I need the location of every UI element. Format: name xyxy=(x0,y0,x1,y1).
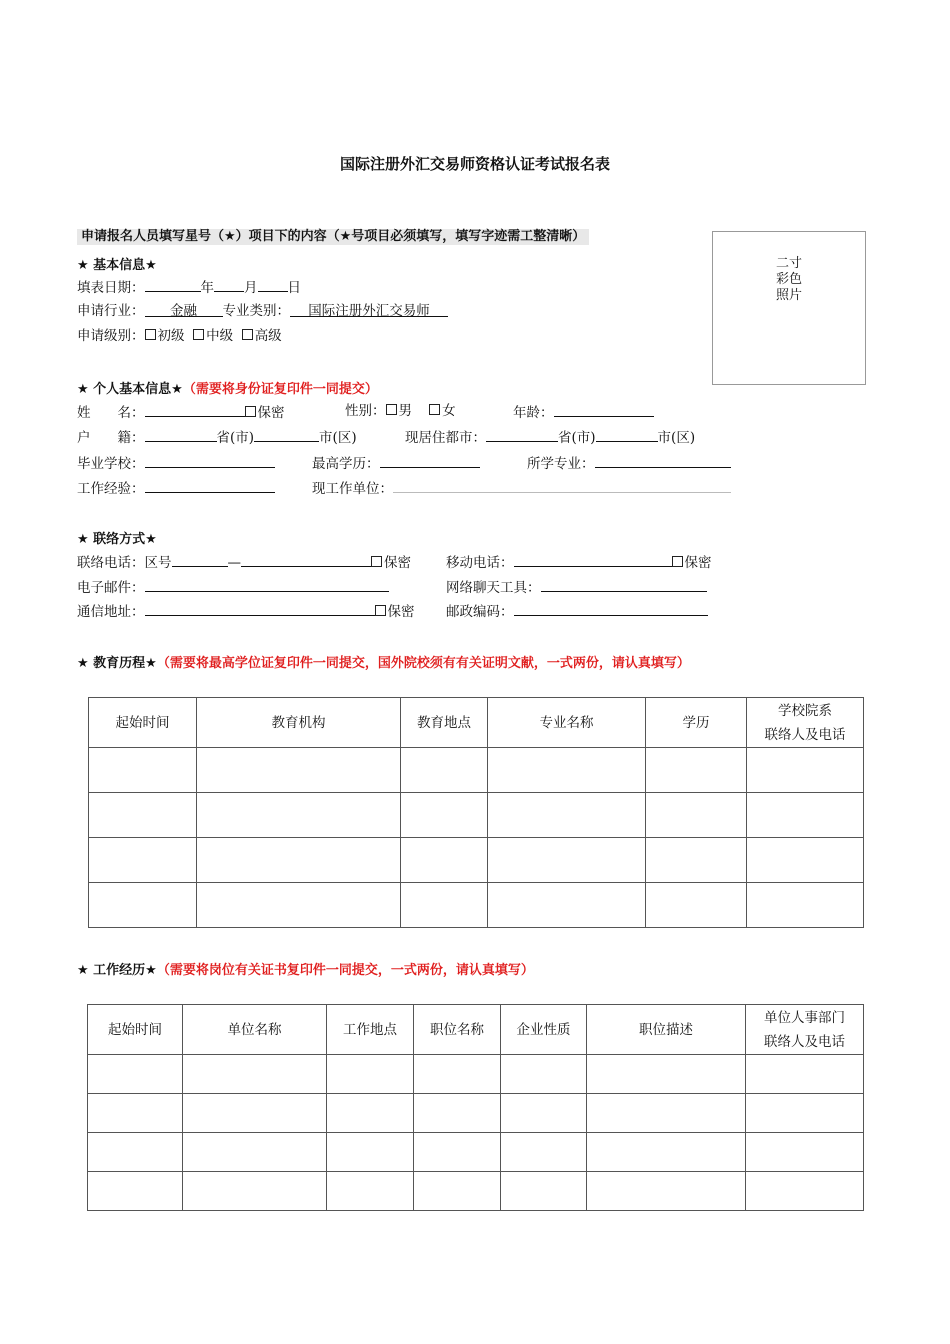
table-cell[interactable] xyxy=(89,748,197,793)
table-cell[interactable] xyxy=(401,838,488,883)
work-col-contact-line1: 单位人事部门 xyxy=(764,1009,845,1026)
hukou-province-label: 省(市) xyxy=(216,430,255,446)
level-intermediate-label: 中级 xyxy=(206,328,234,344)
industry-label: 申请行业： xyxy=(77,303,145,319)
address-label: 通信地址： xyxy=(77,604,145,620)
postcode-group xyxy=(446,601,708,621)
hukou-group xyxy=(77,427,357,447)
work-col-company: 单位名称 xyxy=(183,1005,327,1055)
residence-group xyxy=(405,427,695,447)
section-personal-note: （需要将身份证复印件一同提交） xyxy=(182,382,378,397)
fill-date-label: 填表日期： xyxy=(77,280,145,296)
work-col-contact-line2: 联络人及电话 xyxy=(764,1033,845,1050)
table-row xyxy=(89,883,864,928)
work-col-contact xyxy=(746,1005,864,1055)
table-cell[interactable] xyxy=(587,1094,746,1133)
section-personal-info xyxy=(77,378,378,397)
section-work-heading: ★ 工作经历★ xyxy=(77,963,157,978)
mobile-group xyxy=(446,552,712,572)
table-cell[interactable] xyxy=(183,1133,327,1172)
table-row xyxy=(89,748,864,793)
table-cell[interactable] xyxy=(646,883,747,928)
section-education xyxy=(77,652,690,671)
category-field[interactable]: 国际注册外汇交易师 xyxy=(290,302,448,317)
education-col-major: 专业名称 xyxy=(488,698,646,748)
section-basic-info: ★ 基本信息★ xyxy=(77,258,157,273)
photo-placeholder xyxy=(712,231,866,385)
table-cell[interactable] xyxy=(197,793,401,838)
table-row xyxy=(88,1133,864,1172)
level-junior-label: 初级 xyxy=(157,328,185,344)
address-field[interactable] xyxy=(145,601,375,616)
table-cell[interactable] xyxy=(488,748,646,793)
section-contact: ★ 联络方式★ xyxy=(77,532,157,547)
residence-city-field[interactable] xyxy=(596,427,658,442)
table-cell[interactable] xyxy=(488,838,646,883)
age-label: 年龄： xyxy=(513,405,554,421)
work-col-description: 职位描述 xyxy=(587,1005,746,1055)
degree-label: 最高学历： xyxy=(312,456,380,472)
name-confidential-checkbox[interactable] xyxy=(245,406,256,417)
address-confidential-checkbox[interactable] xyxy=(375,605,386,616)
work-col-position: 职位名称 xyxy=(414,1005,501,1055)
table-cell[interactable] xyxy=(183,1094,327,1133)
day-label: 日 xyxy=(287,280,301,296)
level-intermediate-checkbox[interactable] xyxy=(193,329,204,340)
fill-instructions: 申请报名人员填写星号（★）项目下的内容（★号项目必须填写，填写字迹需工整清晰） xyxy=(77,229,589,245)
table-cell[interactable] xyxy=(401,883,488,928)
table-cell[interactable] xyxy=(746,1133,864,1172)
mobile-field[interactable] xyxy=(514,552,672,567)
mobile-confidential-label: 保密 xyxy=(684,555,712,571)
education-col-start-time: 起始时间 xyxy=(89,698,197,748)
experience-group xyxy=(77,478,275,498)
major-field[interactable] xyxy=(595,453,731,468)
table-cell[interactable] xyxy=(327,1133,414,1172)
table-cell[interactable] xyxy=(747,838,864,883)
table-cell[interactable] xyxy=(401,793,488,838)
name-confidential-label: 保密 xyxy=(257,405,285,421)
school-field[interactable] xyxy=(145,453,275,468)
hukou-province-field[interactable] xyxy=(145,427,217,442)
work-table xyxy=(87,1004,864,1211)
gender-female-checkbox[interactable] xyxy=(429,404,440,415)
table-cell[interactable] xyxy=(747,793,864,838)
table-cell[interactable] xyxy=(488,883,646,928)
address-confidential-label: 保密 xyxy=(387,604,415,620)
table-cell[interactable] xyxy=(488,793,646,838)
fill-date-row xyxy=(77,277,301,297)
school-group xyxy=(77,453,275,473)
photo-label-line2: 彩色 xyxy=(775,272,802,287)
work-col-company-type: 企业性质 xyxy=(501,1005,587,1055)
table-cell[interactable] xyxy=(88,1094,183,1133)
table-cell[interactable] xyxy=(747,748,864,793)
form-title: 国际注册外汇交易师资格认证考试报名表 xyxy=(339,155,610,173)
name-label: 姓 名： xyxy=(77,405,145,421)
chat-field[interactable] xyxy=(541,577,707,592)
work-col-start-time: 起始时间 xyxy=(88,1005,183,1055)
postcode-label: 邮政编码： xyxy=(446,604,514,620)
table-cell[interactable] xyxy=(88,1133,183,1172)
table-cell[interactable] xyxy=(746,1172,864,1211)
table-cell[interactable] xyxy=(401,748,488,793)
chat-label: 网络聊天工具： xyxy=(446,580,541,596)
address-group xyxy=(77,601,415,621)
table-row xyxy=(88,1055,864,1094)
education-table xyxy=(88,697,864,928)
age-group xyxy=(513,402,654,422)
section-work-note: （需要将岗位有关证书复印件一同提交，一式两份，请认真填写） xyxy=(156,963,534,978)
table-cell[interactable] xyxy=(327,1055,414,1094)
residence-label: 现居住都市： xyxy=(405,430,486,446)
table-row xyxy=(88,1172,864,1211)
table-cell[interactable] xyxy=(587,1133,746,1172)
table-cell[interactable] xyxy=(327,1172,414,1211)
section-education-heading: ★ 教育历程★ xyxy=(77,656,157,671)
table-cell[interactable] xyxy=(587,1172,746,1211)
school-label: 毕业学校： xyxy=(77,456,145,472)
residence-province-field[interactable] xyxy=(486,427,558,442)
email-group xyxy=(77,577,389,597)
gender-female-label: 女 xyxy=(442,403,456,419)
employer-field[interactable] xyxy=(393,478,731,493)
name-label-group xyxy=(77,402,285,422)
photo-label-line1: 二寸 xyxy=(775,256,802,271)
phone-label: 联络电话：区号 xyxy=(77,555,172,571)
chat-group xyxy=(446,577,707,597)
work-header-row xyxy=(88,1005,864,1055)
table-row xyxy=(89,838,864,883)
experience-field[interactable] xyxy=(145,478,275,493)
section-personal-heading: ★ 个人基本信息★ xyxy=(77,382,183,397)
fill-date-month-field[interactable] xyxy=(214,277,244,292)
education-col-contact-line1: 学校院系 xyxy=(778,702,832,719)
major-label: 所学专业： xyxy=(527,456,595,472)
employer-group xyxy=(312,478,731,498)
table-cell[interactable] xyxy=(747,883,864,928)
table-row xyxy=(89,793,864,838)
phone-confidential-label: 保密 xyxy=(384,555,411,571)
table-cell[interactable] xyxy=(414,1133,501,1172)
major-group xyxy=(527,453,731,473)
table-cell[interactable] xyxy=(414,1172,501,1211)
fill-date-day-field[interactable] xyxy=(258,277,288,292)
industry-row xyxy=(77,302,448,320)
experience-label: 工作经验： xyxy=(77,481,145,497)
residence-province-label: 省(市) xyxy=(558,430,596,446)
table-cell[interactable] xyxy=(89,793,197,838)
table-cell[interactable] xyxy=(501,1094,587,1133)
table-cell[interactable] xyxy=(746,1055,864,1094)
table-cell[interactable] xyxy=(646,838,747,883)
table-cell[interactable] xyxy=(501,1172,587,1211)
category-label: 专业类别： xyxy=(222,303,290,319)
hukou-label: 户 籍： xyxy=(77,430,145,446)
gender-label: 性别： xyxy=(345,403,386,419)
postcode-field[interactable] xyxy=(514,601,708,616)
table-cell[interactable] xyxy=(327,1094,414,1133)
education-col-degree: 学历 xyxy=(646,698,747,748)
level-label: 申请级别： xyxy=(77,328,145,344)
table-cell[interactable] xyxy=(89,883,197,928)
industry-field[interactable]: 金融 xyxy=(145,302,223,317)
gender-male-checkbox[interactable] xyxy=(386,404,397,415)
table-cell[interactable] xyxy=(183,1055,327,1094)
hukou-city-label: 市(区) xyxy=(319,430,357,446)
table-cell[interactable] xyxy=(501,1133,587,1172)
table-cell[interactable] xyxy=(414,1094,501,1133)
table-cell[interactable] xyxy=(414,1055,501,1094)
email-field[interactable] xyxy=(145,577,389,592)
level-senior-label: 高级 xyxy=(254,328,282,344)
table-cell[interactable] xyxy=(197,748,401,793)
degree-group xyxy=(312,453,480,473)
level-junior-checkbox[interactable] xyxy=(145,329,156,340)
education-col-location: 教育地点 xyxy=(401,698,488,748)
phone-number-field[interactable] xyxy=(241,552,371,567)
table-cell[interactable] xyxy=(646,748,747,793)
hukou-city-field[interactable] xyxy=(254,427,319,442)
employer-label: 现工作单位： xyxy=(312,481,393,497)
section-education-note: （需要将最高学位证复印件一同提交，国外院校须有有关证明文献，一式两份，请认真填写） xyxy=(156,656,690,671)
mobile-confidential-checkbox[interactable] xyxy=(672,556,683,567)
gender-group xyxy=(345,402,456,420)
year-label: 年 xyxy=(200,280,214,296)
section-work xyxy=(77,959,534,978)
education-header-row xyxy=(89,698,864,748)
age-field[interactable] xyxy=(554,402,654,417)
fill-date-year-field[interactable] xyxy=(145,277,201,292)
month-label: 月 xyxy=(244,280,258,296)
phone-group xyxy=(77,552,411,572)
table-cell[interactable] xyxy=(746,1094,864,1133)
table-cell[interactable] xyxy=(88,1055,183,1094)
table-cell[interactable] xyxy=(183,1172,327,1211)
table-cell[interactable] xyxy=(197,838,401,883)
table-cell[interactable] xyxy=(88,1172,183,1211)
education-col-contact xyxy=(747,698,864,748)
residence-city-label: 市(区) xyxy=(657,430,696,446)
table-cell[interactable] xyxy=(501,1055,587,1094)
phone-dash: — xyxy=(227,555,241,571)
table-cell[interactable] xyxy=(587,1055,746,1094)
degree-field[interactable] xyxy=(380,453,480,468)
phone-confidential-checkbox[interactable] xyxy=(371,556,382,567)
education-col-contact-line2: 联络人及电话 xyxy=(764,726,846,743)
table-row xyxy=(88,1094,864,1133)
email-label: 电子邮件： xyxy=(77,580,145,596)
table-cell[interactable] xyxy=(89,838,197,883)
table-cell[interactable] xyxy=(197,883,401,928)
area-code-field[interactable] xyxy=(172,552,228,567)
name-field[interactable] xyxy=(145,402,245,417)
work-col-location: 工作地点 xyxy=(327,1005,414,1055)
mobile-label: 移动电话： xyxy=(446,555,514,571)
level-senior-checkbox[interactable] xyxy=(242,329,253,340)
table-cell[interactable] xyxy=(646,793,747,838)
education-col-institution: 教育机构 xyxy=(197,698,401,748)
gender-male-label: 男 xyxy=(398,403,412,419)
photo-label-line3: 照片 xyxy=(775,288,802,303)
level-row xyxy=(77,327,282,345)
